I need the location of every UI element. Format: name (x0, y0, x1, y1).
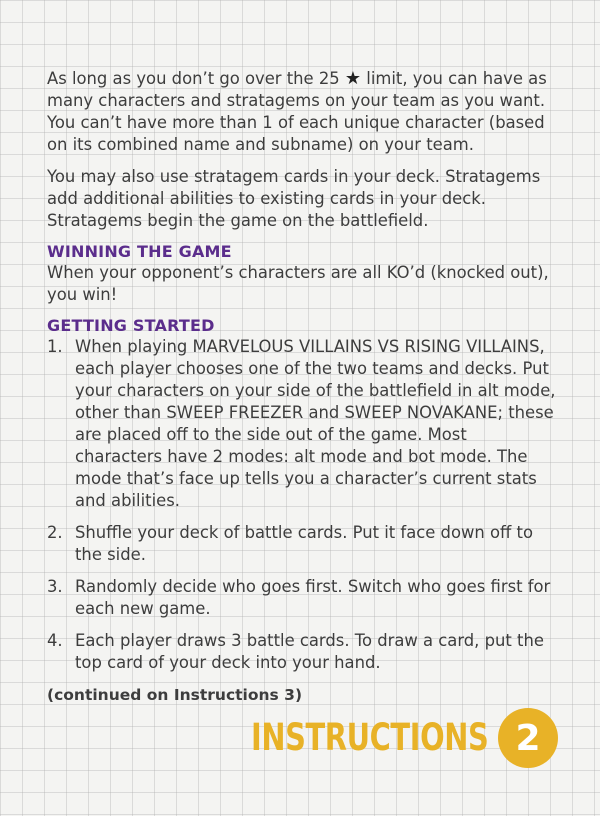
page-footer (184, 708, 558, 768)
instructions-content (47, 68, 557, 706)
step-text: Shuffle your deck of battle cards. Put it face down off to the side. (75, 523, 533, 564)
winning-text: When your opponent’s characters are all KO’d (knocked out), you win! (47, 263, 549, 304)
step-text: Randomly decide who goes first. Switch who goes first for each new game. (75, 577, 551, 618)
step-number: 4. (47, 631, 63, 650)
step-number: 1. (47, 337, 63, 356)
step-number: 2. (47, 523, 63, 542)
setup-steps-list (47, 336, 557, 674)
team-limit-text-start: As long as you don’t go over the 25 (47, 69, 345, 88)
stratagem-paragraph: You may also use stratagem cards in your deck. Stratagems add additional abilities to existing cards in your deck. Stratagems begin the game on the battlefield. (47, 167, 541, 230)
winning-heading: WINNING THE GAME (47, 242, 232, 261)
setup-step (47, 522, 557, 566)
step-number: 3. (47, 577, 63, 596)
page-number-badge: 2 (498, 708, 558, 768)
setup-step (47, 630, 557, 674)
team-limit-text-end: limit, you can have as many characters and stratagems on your team as you want. You can’t have more than 1 of each unique character (based on its combined name and subname) on your team. (47, 69, 547, 154)
star-icon: ★ (344, 68, 362, 89)
team-limit-paragraph (47, 68, 557, 156)
getting-started-heading: GETTING STARTED (47, 316, 215, 335)
step-text: Each player draws 3 battle cards. To draw a card, put the top card of your deck into your hand. (75, 631, 544, 672)
step-text: When playing MARVELOUS VILLAINS VS RISING VILLAINS, each player chooses one of the two teams and decks. Put your characters on your side of the battlefield in alt mode, other than SWEEP FREEZER and SWEEP NOVAKANE; these are placed off to the side out of the game. Most characters have 2 modes: alt mode and bot mode. The mode that’s face up tells you a character’s current stats and abilities. (75, 337, 556, 510)
setup-step (47, 576, 557, 620)
footer-title: INSTRUCTIONS (250, 716, 488, 759)
setup-step (47, 336, 557, 512)
continued-note: (continued on Instructions 3) (47, 686, 303, 704)
